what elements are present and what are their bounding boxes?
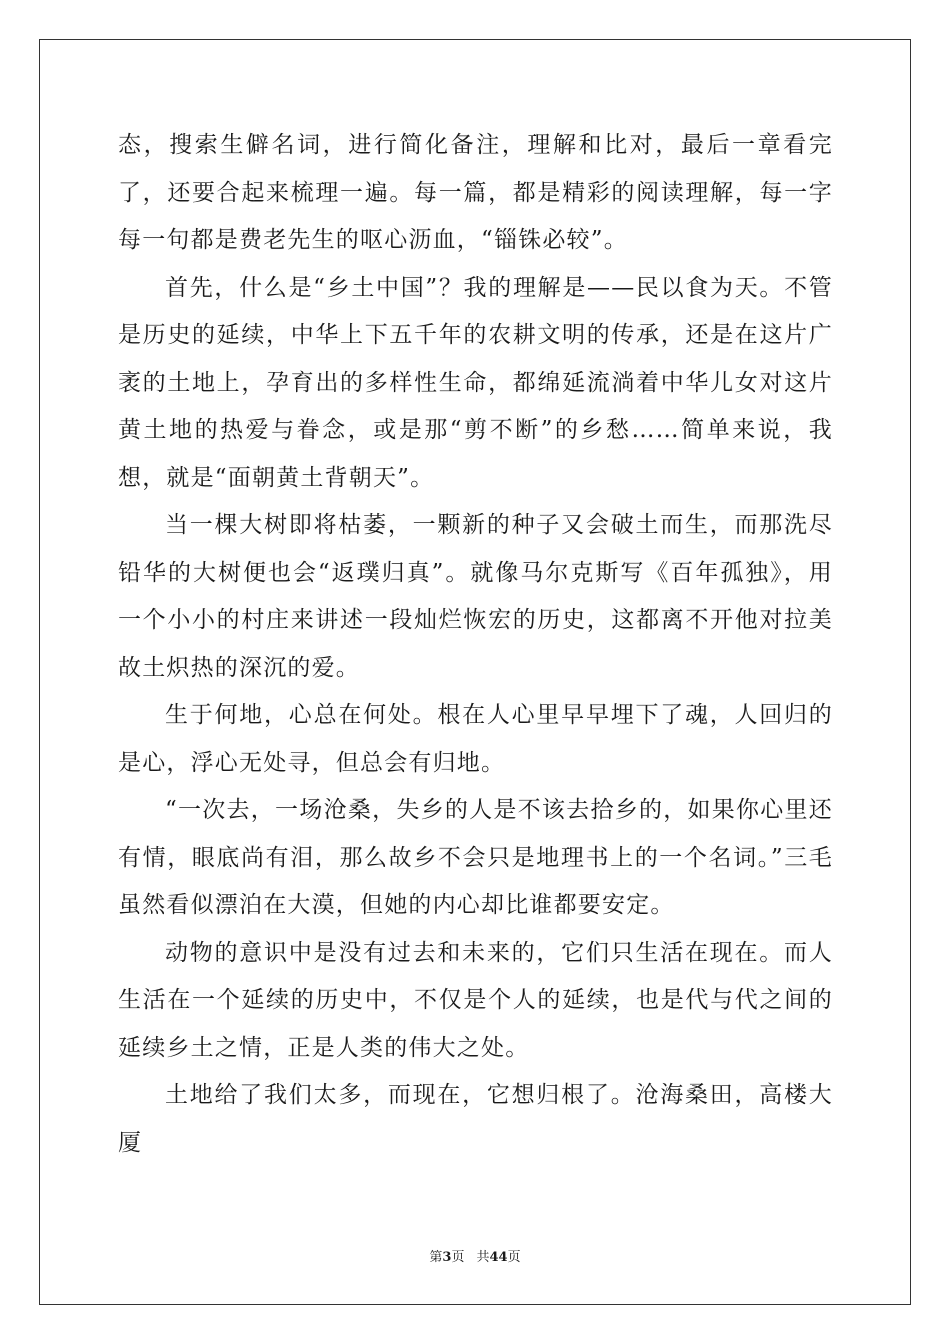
paragraph-4: 生于何地，心总在何处。根在人心里早早埋下了魂，人回归的是心，浮心无处寻，但总会有归地。 xyxy=(118,702,833,776)
paragraph-6: 动物的意识中是没有过去和未来的，它们只生活在现在。而人生活在一个延续的历史中，不仅是个人的延续，也是代与代之间的延续乡土之情，正是人类的伟大之处。 xyxy=(118,939,833,1061)
page-footer xyxy=(0,1246,950,1265)
total-prefix: 共 xyxy=(476,1250,490,1265)
page-number: 3 xyxy=(442,1250,452,1265)
paragraph-7: 土地给了我们太多，而现在，它想归根了。沧海桑田，高楼大厦 xyxy=(118,1082,833,1156)
total-pages: 44 xyxy=(489,1250,508,1265)
paragraph-3: 当一棵大树即将枯萎，一颗新的种子又会破土而生，而那洗尽铅华的大树便也会“返璞归真”。就像马尔克斯写《百年孤独》，用一个小小的村庄来讲述一段灿烂恢宏的历史，这都离不开他对拉美故土炽热的深沉的爱。 xyxy=(118,512,833,681)
total-suffix: 页 xyxy=(507,1250,521,1265)
page-suffix: 页 xyxy=(451,1250,465,1265)
paragraph-5: “一次去，一场沧桑，失乡的人是不该去拾乡的，如果你心里还有情，眼底尚有泪，那么故乡不会只是地理书上的一个名词。”三毛虽然看似漂泊在大漠，但她的内心却比谁都要安定。 xyxy=(118,797,833,918)
page-prefix: 第 xyxy=(429,1250,443,1265)
document-body xyxy=(118,122,833,1167)
paragraph-1: 态，搜索生僻名词，进行简化备注，理解和比对，最后一章看完了，还要合起来梳理一遍。每一篇，都是精彩的阅读理解，每一字每一句都是费老先生的呕心沥血，“锱铢必较”。 xyxy=(118,132,833,253)
paragraph-2: 首先，什么是“乡土中国”？我的理解是——民以食为天。不管是历史的延续，中华上下五千年的农耕文明的传承，还是在这片广袤的土地上，孕育出的多样性生命，都绵延流淌着中华儿女对这片黄土地的热爱与眷念，或是那“剪不断”的乡愁……简单来说，我想，就是“面朝黄土背朝天”。 xyxy=(118,274,833,491)
